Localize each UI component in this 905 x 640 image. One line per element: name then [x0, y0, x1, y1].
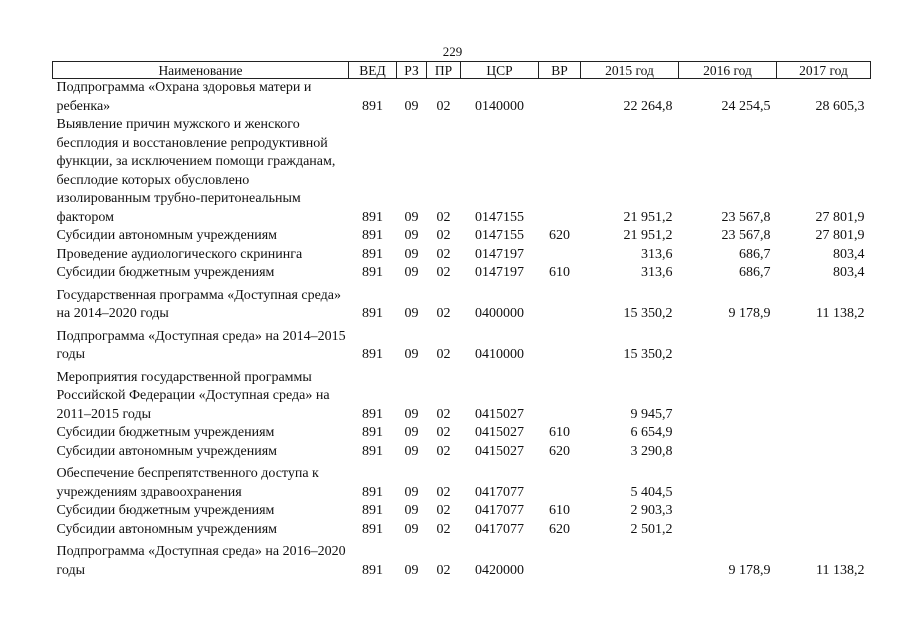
cell-vr [539, 461, 581, 502]
cell-rz: 09 [404, 484, 419, 500]
cell-2017: 11 138,2 [816, 306, 865, 321]
cell-2016: 23 567,8 [721, 209, 771, 225]
cell-pr: 02 [436, 98, 451, 114]
header-name: Наименование [53, 62, 349, 79]
header-2015: 2015 год [581, 62, 679, 79]
table-row [53, 539, 871, 580]
cell-2015: 15 350,2 [623, 306, 673, 321]
cell-name: Подпрограмма «Доступная среда» на 2014–2015 годы [56, 328, 346, 362]
cell-vr: 620 [549, 228, 570, 243]
cell-csr: 0400000 [475, 306, 524, 321]
cell-pr: 02 [436, 246, 451, 262]
table-body [53, 79, 871, 581]
cell-2017: 27 801,9 [815, 228, 865, 243]
cell-pr: 02 [436, 484, 451, 500]
cell-pr: 02 [436, 306, 451, 321]
cell-vr: 610 [549, 265, 570, 280]
header-rz: РЗ [397, 62, 427, 79]
header-2016: 2016 год [679, 62, 777, 79]
cell-vr [539, 324, 581, 365]
cell-2016: 24 254,5 [721, 98, 771, 114]
cell-csr: 0147155 [475, 209, 524, 225]
cell-ved: 891 [362, 228, 383, 243]
header-2017: 2017 год [777, 62, 871, 79]
cell-pr: 02 [436, 521, 451, 537]
cell-rz: 09 [404, 209, 419, 225]
table-row [53, 443, 871, 462]
cell-2016: 9 178,9 [728, 562, 771, 578]
header-vr: ВР [539, 62, 581, 79]
cell-csr: 0420000 [475, 562, 524, 578]
cell-csr: 0140000 [475, 98, 524, 114]
cell-vr: 620 [549, 521, 570, 537]
cell-csr: 0147197 [475, 265, 524, 280]
cell-pr: 02 [436, 425, 451, 440]
cell-2016 [679, 461, 777, 502]
cell-name: Субсидии автономным учреждениям [56, 228, 278, 243]
cell-2017: 27 801,9 [815, 209, 865, 225]
cell-name: Субсидии бюджетным учреждениям [56, 503, 275, 518]
cell-vr: 610 [549, 503, 570, 518]
table-row [53, 79, 871, 117]
cell-rz: 09 [404, 521, 419, 537]
cell-2015: 313,6 [641, 265, 673, 280]
cell-name: Обеспечение беспрепятственного доступа к учреждениям здравоохранения [56, 466, 319, 500]
cell-2015: 3 290,8 [630, 443, 673, 459]
cell-pr: 02 [436, 443, 451, 459]
table-row [53, 502, 871, 521]
cell-2015: 22 264,8 [623, 98, 673, 114]
cell-2015: 15 350,2 [623, 347, 673, 362]
cell-csr: 0147155 [475, 228, 524, 243]
cell-2016: 23 567,8 [721, 228, 771, 243]
table-row [53, 227, 871, 246]
cell-pr: 02 [436, 209, 451, 225]
cell-2016: 9 178,9 [728, 306, 771, 321]
cell-csr: 0417077 [475, 484, 524, 500]
cell-name: Выявление причин мужского и женского бесплодия и восстановление репродуктивной функции, за исключением помощи гражданам, бесплодие которых обусловлено изолированным трубно-перитонеальным фактором [56, 117, 336, 225]
cell-2015: 2 903,3 [630, 503, 673, 518]
table-row [53, 365, 871, 425]
cell-csr: 0410000 [475, 347, 524, 362]
cell-csr: 0415027 [475, 425, 524, 440]
cell-2017 [777, 521, 871, 540]
cell-vr [539, 116, 581, 227]
header-pr: ПР [427, 62, 461, 79]
cell-ved: 891 [362, 306, 383, 321]
cell-2017: 803,4 [833, 265, 865, 280]
cell-2017 [777, 424, 871, 443]
cell-2017: 803,4 [833, 246, 865, 262]
table-row [53, 461, 871, 502]
table-row [53, 324, 871, 365]
cell-rz: 09 [404, 503, 419, 518]
cell-vr: 610 [549, 425, 570, 440]
cell-ved: 891 [362, 265, 383, 280]
cell-2016 [679, 424, 777, 443]
cell-rz: 09 [404, 347, 419, 362]
cell-rz: 09 [404, 406, 419, 422]
cell-ved: 891 [362, 503, 383, 518]
cell-2016: 686,7 [739, 265, 771, 280]
table-row [53, 283, 871, 324]
cell-2015 [581, 539, 679, 580]
cell-pr: 02 [436, 265, 451, 280]
cell-rz: 09 [404, 98, 419, 114]
budget-table [52, 61, 871, 580]
header-csr: ЦСР [461, 62, 539, 79]
cell-2015: 6 654,9 [630, 425, 673, 440]
cell-name: Проведение аудиологического скрининга [56, 246, 303, 262]
cell-name: Государственная программа «Доступная среда» на 2014–2020 годы [56, 287, 341, 321]
cell-pr: 02 [436, 562, 451, 578]
cell-ved: 891 [362, 406, 383, 422]
page-number: 229 [442, 44, 463, 59]
cell-ved: 891 [362, 246, 383, 262]
cell-vr [539, 79, 581, 117]
cell-2017 [777, 461, 871, 502]
cell-ved: 891 [362, 443, 383, 459]
cell-rz: 09 [404, 443, 419, 459]
table-row [53, 521, 871, 540]
cell-name: Мероприятия государственной программы Российской Федерации «Доступная среда» на 2011–2015 годы [56, 369, 330, 422]
cell-vr [539, 246, 581, 265]
cell-2015: 5 404,5 [630, 484, 673, 500]
cell-name: Подпрограмма «Доступная среда» на 2016–2020 годы [56, 544, 346, 578]
cell-2015: 2 501,2 [630, 521, 673, 537]
cell-2017 [777, 502, 871, 521]
cell-2017 [777, 324, 871, 365]
cell-2016 [679, 443, 777, 462]
cell-ved: 891 [362, 425, 383, 440]
cell-rz: 09 [404, 425, 419, 440]
cell-2015: 313,6 [641, 246, 673, 262]
table-header [53, 62, 871, 79]
cell-vr: 620 [549, 443, 570, 459]
cell-rz: 09 [404, 562, 419, 578]
cell-2015: 21 951,2 [623, 209, 673, 225]
cell-rz: 09 [404, 265, 419, 280]
cell-csr: 0415027 [475, 406, 524, 422]
cell-rz: 09 [404, 228, 419, 243]
table-row [53, 264, 871, 283]
cell-pr: 02 [436, 228, 451, 243]
cell-ved: 891 [362, 521, 383, 537]
cell-name: Субсидии автономным учреждениям [56, 521, 278, 537]
cell-ved: 891 [362, 562, 383, 578]
cell-rz: 09 [404, 306, 419, 321]
cell-2016 [679, 365, 777, 425]
cell-name: Подпрограмма «Охрана здоровья матери и ребенка» [56, 80, 312, 114]
cell-2017 [777, 365, 871, 425]
cell-ved: 891 [362, 209, 383, 225]
table-row [53, 246, 871, 265]
cell-csr: 0415027 [475, 443, 524, 459]
cell-ved: 891 [362, 98, 383, 114]
cell-vr [539, 283, 581, 324]
cell-2017: 11 138,2 [816, 562, 865, 578]
cell-name: Субсидии автономным учреждениям [56, 443, 278, 459]
cell-2017: 28 605,3 [815, 98, 865, 114]
cell-2015: 9 945,7 [630, 406, 673, 422]
cell-pr: 02 [436, 347, 451, 362]
cell-2016 [679, 521, 777, 540]
cell-vr [539, 539, 581, 580]
cell-vr [539, 365, 581, 425]
table-row [53, 116, 871, 227]
cell-2016 [679, 502, 777, 521]
cell-ved: 891 [362, 484, 383, 500]
table-row [53, 424, 871, 443]
cell-csr: 0147197 [475, 246, 524, 262]
cell-rz: 09 [404, 246, 419, 262]
cell-csr: 0417077 [475, 503, 524, 518]
cell-2016: 686,7 [739, 246, 771, 262]
cell-name: Субсидии бюджетным учреждениям [56, 425, 275, 440]
cell-name: Субсидии бюджетным учреждениям [56, 265, 275, 280]
cell-csr: 0417077 [475, 521, 524, 537]
cell-2016 [679, 324, 777, 365]
cell-2015: 21 951,2 [623, 228, 673, 243]
header-ved: ВЕД [349, 62, 397, 79]
cell-pr: 02 [436, 503, 451, 518]
cell-2017 [777, 443, 871, 462]
cell-pr: 02 [436, 406, 451, 422]
cell-ved: 891 [362, 347, 383, 362]
